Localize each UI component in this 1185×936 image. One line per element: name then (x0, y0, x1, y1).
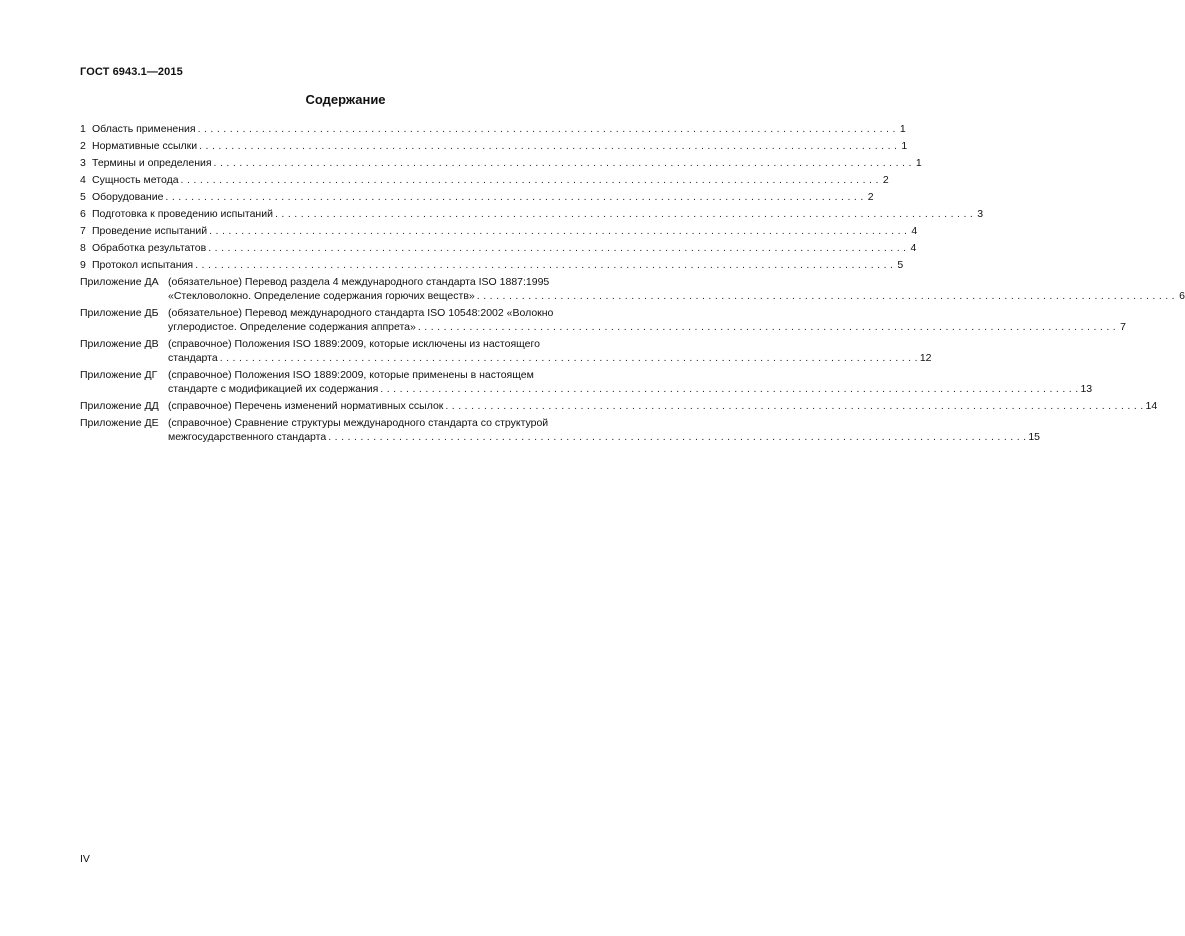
page-number: 7 (1120, 321, 1126, 333)
page-number: 4 (910, 242, 917, 254)
toc-entry-appendix-dv[interactable] (80, 337, 932, 365)
leader-dots (195, 258, 893, 272)
section-number: 1 (80, 123, 86, 135)
appendix-key: Приложение ДГ (80, 369, 158, 381)
toc-entry-label (80, 207, 983, 221)
section-title: Термины и определения (92, 157, 212, 169)
page-number: 6 (1179, 290, 1185, 302)
toc-entry-label (80, 258, 903, 272)
page-number: 4 (911, 225, 918, 237)
leader-dots (165, 190, 863, 204)
appendix-text: (справочное) Перечень изменений нормативных ссылок (168, 400, 444, 412)
appendix-line-1 (168, 399, 1157, 413)
appendix-key: Приложение ДВ (80, 338, 159, 350)
appendix-body (168, 337, 932, 365)
toc-entry-section-7[interactable] (80, 224, 918, 238)
toc-entry-section-9[interactable] (80, 258, 904, 272)
appendix-line-2 (168, 320, 1126, 334)
section-number: 9 (80, 259, 86, 271)
footer-page-number: IV (80, 853, 90, 865)
toc-entry-appendix-db[interactable] (80, 306, 1126, 334)
appendix-line-1 (168, 368, 1092, 382)
appendix-text: межгосударственного стандарта (168, 431, 327, 443)
section-number: 5 (80, 191, 86, 203)
leader-dots (181, 173, 879, 187)
leader-dots (199, 139, 897, 153)
document-code: ГОСТ 6943.1—2015 (80, 66, 183, 78)
toc-entry-label (80, 122, 906, 136)
leader-dots (220, 351, 918, 365)
toc-entry-section-8[interactable] (80, 241, 917, 255)
section-title: Протокол испытания (92, 259, 194, 271)
toc-entry-section-6[interactable] (80, 207, 984, 221)
leader-dots (445, 399, 1143, 413)
appendix-key: Приложение ДА (80, 276, 159, 288)
toc-entry-section-3[interactable] (80, 156, 922, 170)
section-title: Оборудование (92, 191, 164, 203)
page-number: 12 (919, 352, 932, 364)
appendix-line-1 (168, 306, 1126, 320)
toc-entry-appendix-dd[interactable] (80, 399, 1158, 413)
appendix-key: Приложение ДД (80, 400, 159, 412)
toc-entry-label (80, 156, 922, 170)
toc-entry-appendix-da[interactable] (80, 275, 1185, 303)
section-title: Нормативные ссылки (92, 140, 198, 152)
toc-entry-section-4[interactable] (80, 173, 889, 187)
page-number: 5 (897, 259, 904, 271)
leader-dots (477, 289, 1175, 303)
section-number: 3 (80, 157, 86, 169)
section-number: 8 (80, 242, 86, 254)
table-of-contents (80, 122, 1185, 447)
section-title: Сущность метода (92, 174, 179, 186)
page-number: 1 (901, 140, 908, 152)
appendix-line-1 (168, 337, 932, 351)
appendix-text: «Стекловолокно. Определение содержания горючих веществ» (168, 290, 475, 302)
toc-entry-appendix-de[interactable] (80, 416, 1041, 444)
page-number: 1 (899, 123, 906, 135)
appendix-key: Приложение ДЕ (80, 417, 159, 429)
appendix-text: (справочное) Положения ISO 1889:2009, которые исключены из настоящего (168, 338, 540, 350)
appendix-text: (справочное) Сравнение структуры международного стандарта со структурой (168, 417, 549, 429)
toc-entry-label (80, 224, 917, 238)
appendix-text: (обязательное) Перевод раздела 4 международного стандарта ISO 1887:1995 (168, 276, 550, 288)
section-title: Проведение испытаний (92, 225, 208, 237)
appendix-line-1 (168, 275, 1185, 289)
appendix-body (168, 306, 1126, 334)
toc-entry-section-1[interactable] (80, 122, 906, 136)
section-number: 4 (80, 174, 86, 186)
appendix-line-1 (168, 416, 1040, 430)
appendix-line-2 (168, 430, 1040, 444)
page-number: 13 (1080, 383, 1093, 395)
page-number: 15 (1028, 431, 1041, 443)
section-title: Область применения (92, 123, 196, 135)
appendix-body (168, 416, 1040, 444)
page-number: 2 (882, 174, 889, 186)
section-title: Обработка результатов (92, 242, 207, 254)
page-number: 1 (915, 157, 922, 169)
page-number: 3 (977, 208, 984, 220)
appendix-text: стандарте с модификацией их содержания (168, 383, 379, 395)
toc-entry-label (80, 139, 907, 153)
appendix-body (168, 275, 1185, 303)
toc-entry-section-2[interactable] (80, 139, 908, 153)
page-title: Содержание (305, 92, 386, 107)
appendix-line-2 (168, 382, 1092, 396)
toc-entry-section-5[interactable] (80, 190, 874, 204)
appendix-text: (справочное) Положения ISO 1889:2009, которые применены в настоящем (168, 369, 534, 381)
leader-dots (328, 430, 1026, 444)
page-number: 14 (1145, 400, 1158, 412)
leader-dots (275, 207, 973, 221)
section-number: 7 (80, 225, 86, 237)
page-number: 2 (867, 191, 874, 203)
section-title: Подготовка к проведению испытаний (92, 208, 273, 220)
toc-entry-label (80, 173, 889, 187)
appendix-body (168, 368, 1092, 396)
toc-entry-appendix-dg[interactable] (80, 368, 1093, 396)
leader-dots (418, 320, 1116, 334)
appendix-key: Приложение ДБ (80, 307, 159, 319)
appendix-text: углеродистое. Определение содержания аппрета» (168, 321, 416, 333)
leader-dots (214, 156, 912, 170)
section-number: 2 (80, 140, 86, 152)
appendix-line-2 (168, 289, 1185, 303)
leader-dots (209, 224, 907, 238)
leader-dots (198, 122, 896, 136)
toc-entry-label (80, 241, 916, 255)
appendix-line-2 (168, 351, 932, 365)
leader-dots (380, 382, 1078, 396)
section-number: 6 (80, 208, 86, 220)
appendix-body (168, 399, 1157, 413)
toc-entry-label (80, 190, 874, 204)
appendix-text: (обязательное) Перевод международного стандарта ISO 10548:2002 «Волокно (168, 307, 554, 319)
leader-dots (208, 241, 906, 255)
appendix-text: стандарта (168, 352, 218, 364)
